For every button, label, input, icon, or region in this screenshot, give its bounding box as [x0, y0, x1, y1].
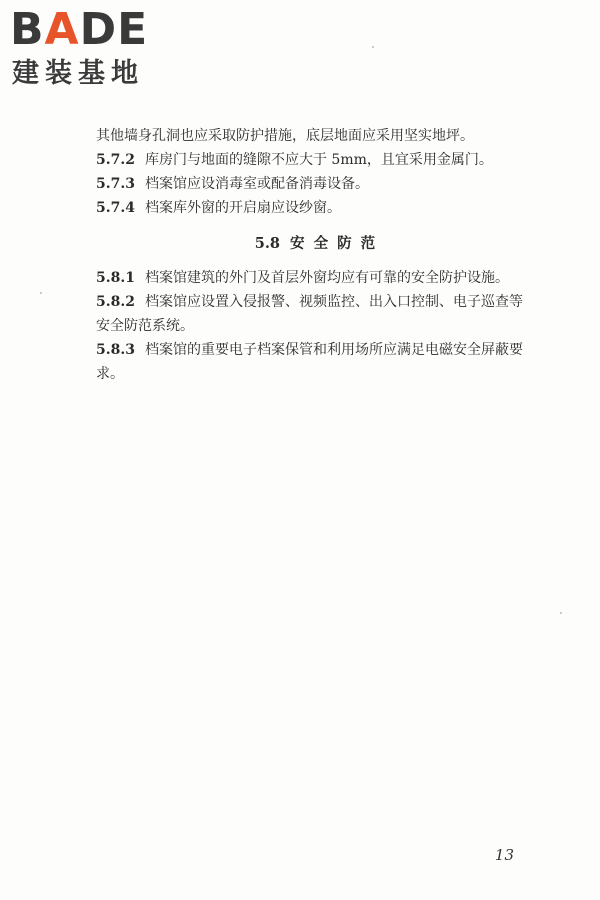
clause — [96, 172, 536, 196]
clause-number: 5.8.3 — [96, 342, 135, 358]
scan-speck — [40, 292, 42, 294]
clause-text: 档案库外窗的开启扇应设纱窗。 — [144, 200, 341, 216]
clause-text: 档案馆应设置入侵报警、视频监控、出入口控制、电子巡查等安全防范系统。 — [96, 294, 523, 334]
clause-number: 5.7.2 — [96, 152, 135, 168]
watermark-cjk: 建装基地 — [12, 58, 144, 89]
watermark-latin-part: DE — [79, 4, 149, 55]
scan-speck — [372, 46, 374, 48]
clause — [96, 266, 536, 290]
page-number: 13 — [494, 846, 514, 864]
watermark-latin — [10, 6, 148, 54]
clause-text: 库房门与地面的缝隙不应大于 5mm，且宜采用金属门。 — [144, 152, 493, 168]
clause-text: 档案馆建筑的外门及首层外窗均应有可靠的安全防护设施。 — [144, 270, 509, 286]
clause — [96, 196, 536, 220]
clause-number: 5.7.4 — [96, 200, 135, 216]
watermark-latin-part: B — [10, 4, 45, 55]
section-heading — [96, 232, 536, 256]
clause-text: 档案馆应设消毒室或配备消毒设备。 — [144, 176, 369, 192]
paragraph-text: 其他墙身孔洞也应采取防护措施，底层地面应采用坚实地坪。 — [96, 128, 474, 144]
scan-speck — [560, 612, 562, 614]
clause-number: 5.8.2 — [96, 294, 135, 310]
clause-text: 档案馆的重要电子档案保管和利用场所应满足电磁安全屏蔽要求。 — [96, 342, 523, 382]
document-body — [96, 124, 536, 386]
clause — [96, 148, 536, 172]
paragraph — [96, 124, 536, 148]
clause-number: 5.7.3 — [96, 176, 135, 192]
clause-number: 5.8.1 — [96, 270, 135, 286]
watermark-latin-accent: A — [44, 4, 80, 55]
watermark-logo — [10, 6, 180, 92]
section-number: 5.8 — [254, 235, 281, 252]
clause — [96, 338, 536, 386]
section-title: 安 全 防 范 — [290, 235, 378, 252]
clause — [96, 290, 536, 338]
